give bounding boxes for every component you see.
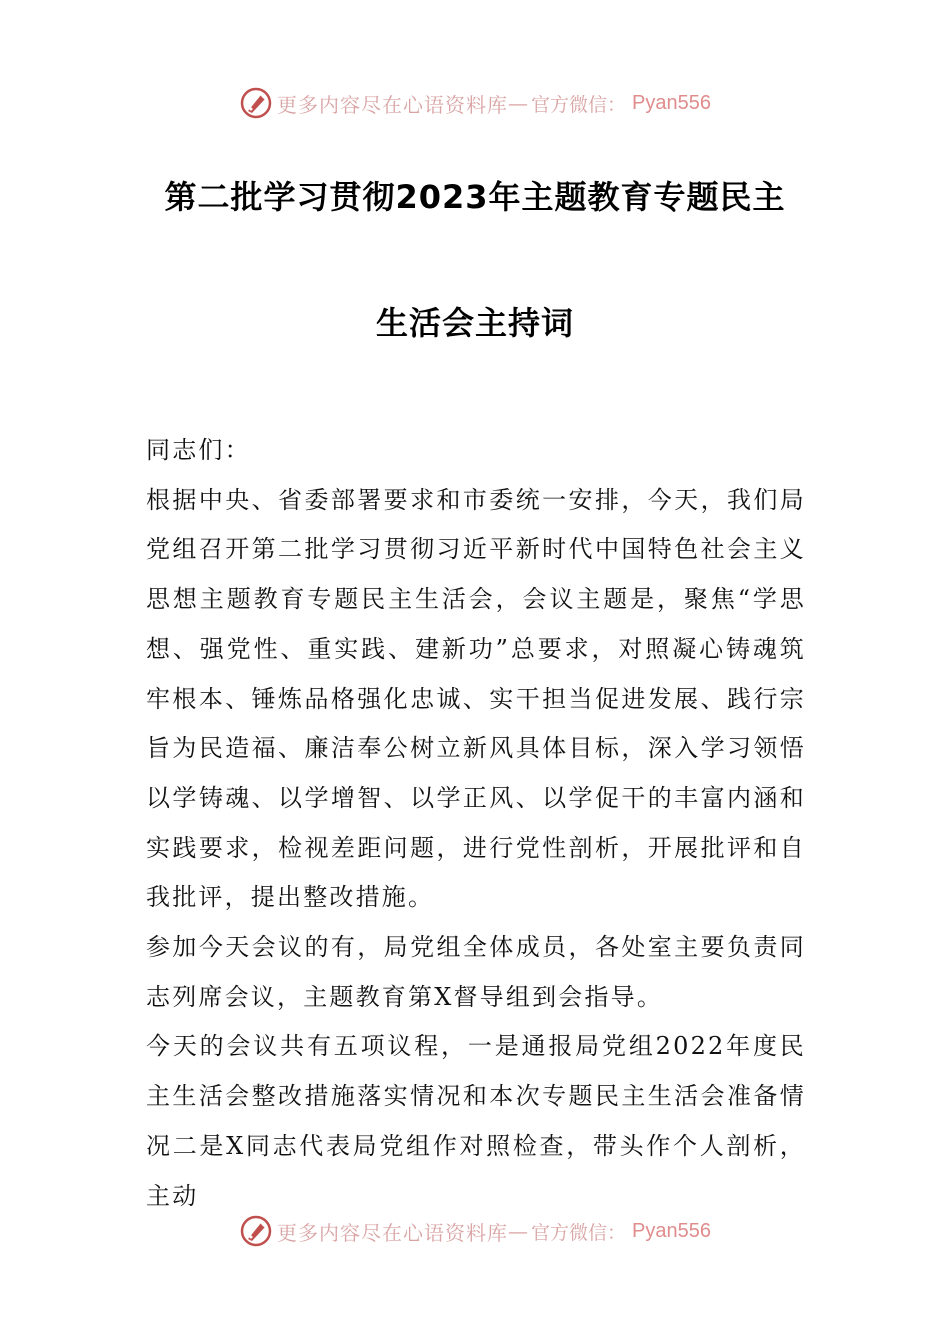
paragraph-1: 根据中央、省委部署要求和市委统一安排，今天，我们局党组召开第二批学习贯彻习近平新时代中国特色社会主义思想主题教育专题民主生活会，会议主题是，聚焦“学思想、强党性、重实践、建新功”总要求，对照凝心铸魂筑牢根本、锤炼品格强化忠诚、实干担当促进发展、践行宗旨为民造福、廉洁奉公树立新风具体目标，深入学习领悟以学铸魂、以学增智、以学正风、以学促干的丰富内涵和实践要求，检视差距问题，进行党性剖析，开展批评和自我批评，提出整改措施。 [146,485,806,912]
watermark-banner-bottom [0,1211,950,1251]
watermark-banner-top [0,83,950,123]
watermark-wechat-id: Pyan556 [632,91,711,114]
document-title-line-1: 第二批学习贯彻2023年主题教育专题民主 [164,178,786,216]
watermark-brand: 更多内容尽在心语资料库 [277,92,508,117]
watermark-separator: — [508,1219,529,1243]
document-body [146,426,806,1221]
watermark-wechat-label: 官方微信： [531,1221,627,1244]
pen-nib-circle-icon [239,86,273,120]
document-title-line-2: 生活会主持词 [375,304,574,342]
paragraph-3: 今天的会议共有五项议程，一是通报局党组2022年度民主生活会整改措施落实情况和本次专题民主生活会准备情况二是X同志代表局党组作对照检查，带头作个人剖析，主动 [146,1032,806,1210]
salutation: 同志们： [146,436,251,464]
paragraph-2: 参加今天会议的有，局党组全体成员，各处室主要负责同志列席会议，主题教育第X督导组到会指导。 [146,933,806,1011]
watermark-separator: — [508,91,529,115]
pen-nib-circle-icon [239,1214,273,1248]
watermark-wechat-id: Pyan556 [632,1219,711,1242]
watermark-wechat-label: 官方微信： [531,93,627,116]
watermark-brand: 更多内容尽在心语资料库 [277,1220,508,1245]
